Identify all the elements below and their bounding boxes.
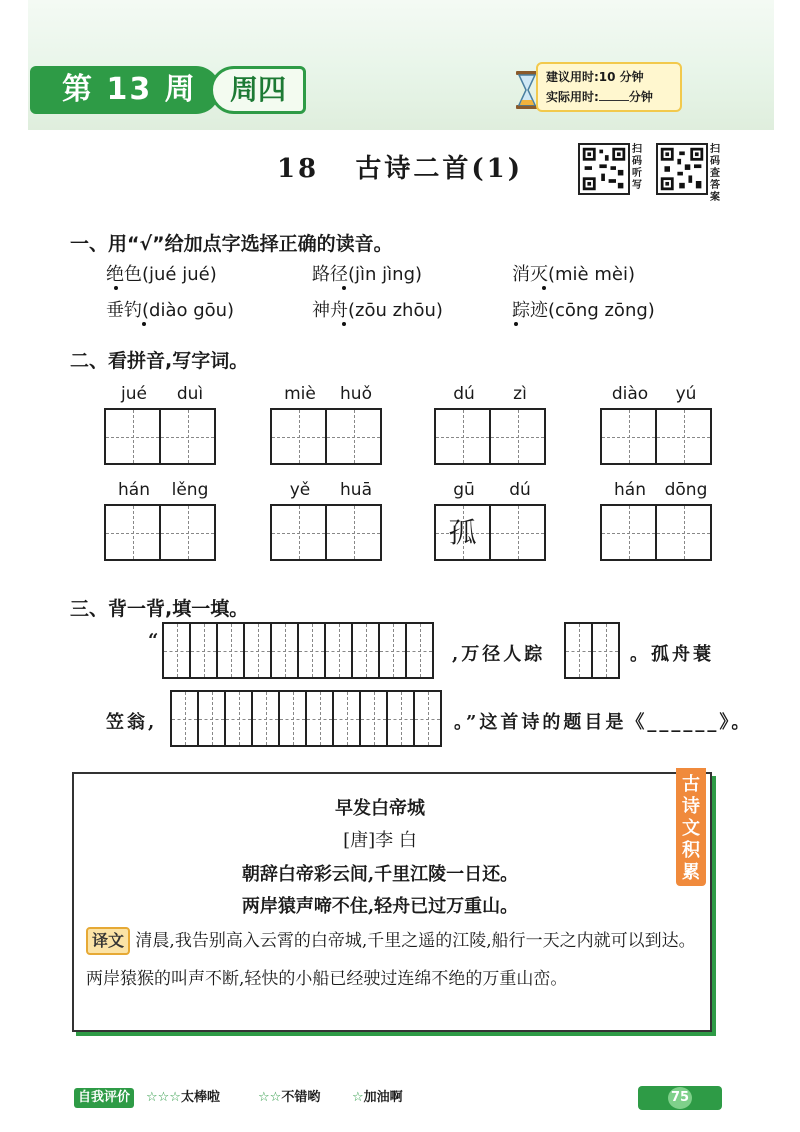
- pinyin-label: huā: [340, 480, 372, 500]
- poem-author: [唐]李 白: [343, 830, 417, 851]
- qr-listen-label: 扫码听写: [632, 144, 642, 191]
- title-blank[interactable]: ______: [647, 712, 720, 733]
- qr-code-listen-icon[interactable]: [578, 143, 630, 195]
- pinyin-label: hán: [614, 480, 646, 500]
- poem-tab: 古诗文积累: [676, 768, 706, 886]
- emphasis-dot: [342, 286, 346, 290]
- self-eval-tag: 自我评价: [74, 1088, 134, 1108]
- emphasis-dot: [342, 322, 346, 326]
- poem-title-question: 。”这首诗的题目是《______》。: [454, 712, 753, 733]
- poem-line: 两岸猿声啼不住,轻舟已过万重山。: [241, 896, 519, 917]
- writing-grid[interactable]: [270, 504, 382, 561]
- pinyin-label: huǒ: [340, 384, 372, 404]
- emphasis-dot: [114, 286, 118, 290]
- qr-code-answer-icon[interactable]: [656, 143, 708, 195]
- pinyin-label: yú: [675, 384, 697, 404]
- star-icon: ☆☆: [258, 1090, 282, 1105]
- handwritten-char: 孤: [448, 516, 477, 549]
- rating-good[interactable]: ☆☆不错哟: [258, 1090, 321, 1105]
- fill-grid-word[interactable]: [564, 622, 620, 679]
- fill-grid-line1[interactable]: [162, 622, 434, 679]
- emphasis-dot: [514, 322, 518, 326]
- poem-text-fragment: 笠翁,: [106, 712, 158, 733]
- writing-grid[interactable]: [600, 408, 712, 465]
- page-number: 75: [668, 1087, 692, 1109]
- section1-title: 一、用“√”给加点字选择正确的读音。: [70, 233, 393, 255]
- fill-grid-line2[interactable]: [170, 690, 442, 747]
- pinyin-label: dōng: [664, 480, 708, 500]
- section2-title: 二、看拼音,写字词。: [70, 350, 249, 372]
- section1-item[interactable]: 神舟(zōu zhōu): [312, 300, 443, 321]
- pinyin-label: diào: [611, 384, 649, 404]
- writing-grid[interactable]: [434, 408, 546, 465]
- section1-item[interactable]: 消灭(miè mèi): [512, 264, 635, 285]
- pinyin-label: hán: [118, 480, 150, 500]
- rating-try[interactable]: ☆加油啊: [352, 1090, 403, 1105]
- poem-title: 早发白帝城: [335, 798, 425, 819]
- pinyin-label: lěng: [171, 480, 209, 500]
- translation-text: 清晨,我告别高入云霄的白帝城,千里之遥的江陵,船行一天之内就可以到达。两岸猿猴的叫声不断,轻快的小船已经驶过连绵不绝的万重山峦。: [86, 931, 696, 989]
- pinyin-label: dú: [509, 480, 531, 500]
- poem-line: 朝辞白帝彩云间,千里江陵一日还。: [241, 864, 519, 885]
- writing-grid[interactable]: [270, 408, 382, 465]
- writing-grid[interactable]: [104, 504, 216, 561]
- emphasis-dot: [542, 286, 546, 290]
- writing-grid[interactable]: [104, 408, 216, 465]
- section3-title: 三、背一背,填一填。: [70, 598, 249, 620]
- pinyin-label: dú: [453, 384, 475, 404]
- section1-item[interactable]: 踪迹(cōng zōng): [512, 300, 655, 321]
- pinyin-label: miè: [284, 384, 316, 404]
- suggested-time: 建议用时:10 分钟: [546, 70, 644, 84]
- star-icon: ☆☆☆: [146, 1090, 181, 1105]
- day-label: 周四: [210, 66, 306, 114]
- qr-answer-label: 扫码查答案: [710, 144, 720, 203]
- week-label: 第 13 周: [30, 66, 220, 114]
- actual-time: 实际用时: 分钟: [546, 90, 653, 104]
- writing-grid[interactable]: [434, 504, 546, 561]
- rating-great[interactable]: ☆☆☆太棒啦: [146, 1090, 220, 1105]
- translation-tag: 译文: [86, 927, 130, 955]
- pinyin-label: gū: [453, 480, 475, 500]
- poem-text-fragment: 。孤舟蓑: [630, 644, 714, 665]
- pinyin-label: yě: [289, 480, 311, 500]
- time-box: [536, 62, 682, 112]
- star-icon: ☆: [352, 1090, 364, 1105]
- pinyin-label: zì: [513, 384, 527, 404]
- writing-grid[interactable]: [600, 504, 712, 561]
- section1-item[interactable]: 路径(jìn jìng): [312, 264, 423, 285]
- section1-item[interactable]: 绝色(jué jué): [106, 264, 217, 285]
- translation: [86, 922, 706, 998]
- open-quote: “: [148, 630, 162, 651]
- poem-text-fragment: ,万径人踪: [452, 644, 546, 665]
- lesson-title: 18 古诗二首(1): [276, 154, 524, 184]
- pinyin-label: jué: [121, 384, 147, 404]
- section1-item[interactable]: 垂钓(diào gōu): [106, 300, 235, 321]
- emphasis-dot: [142, 322, 146, 326]
- pinyin-label: duì: [176, 384, 204, 404]
